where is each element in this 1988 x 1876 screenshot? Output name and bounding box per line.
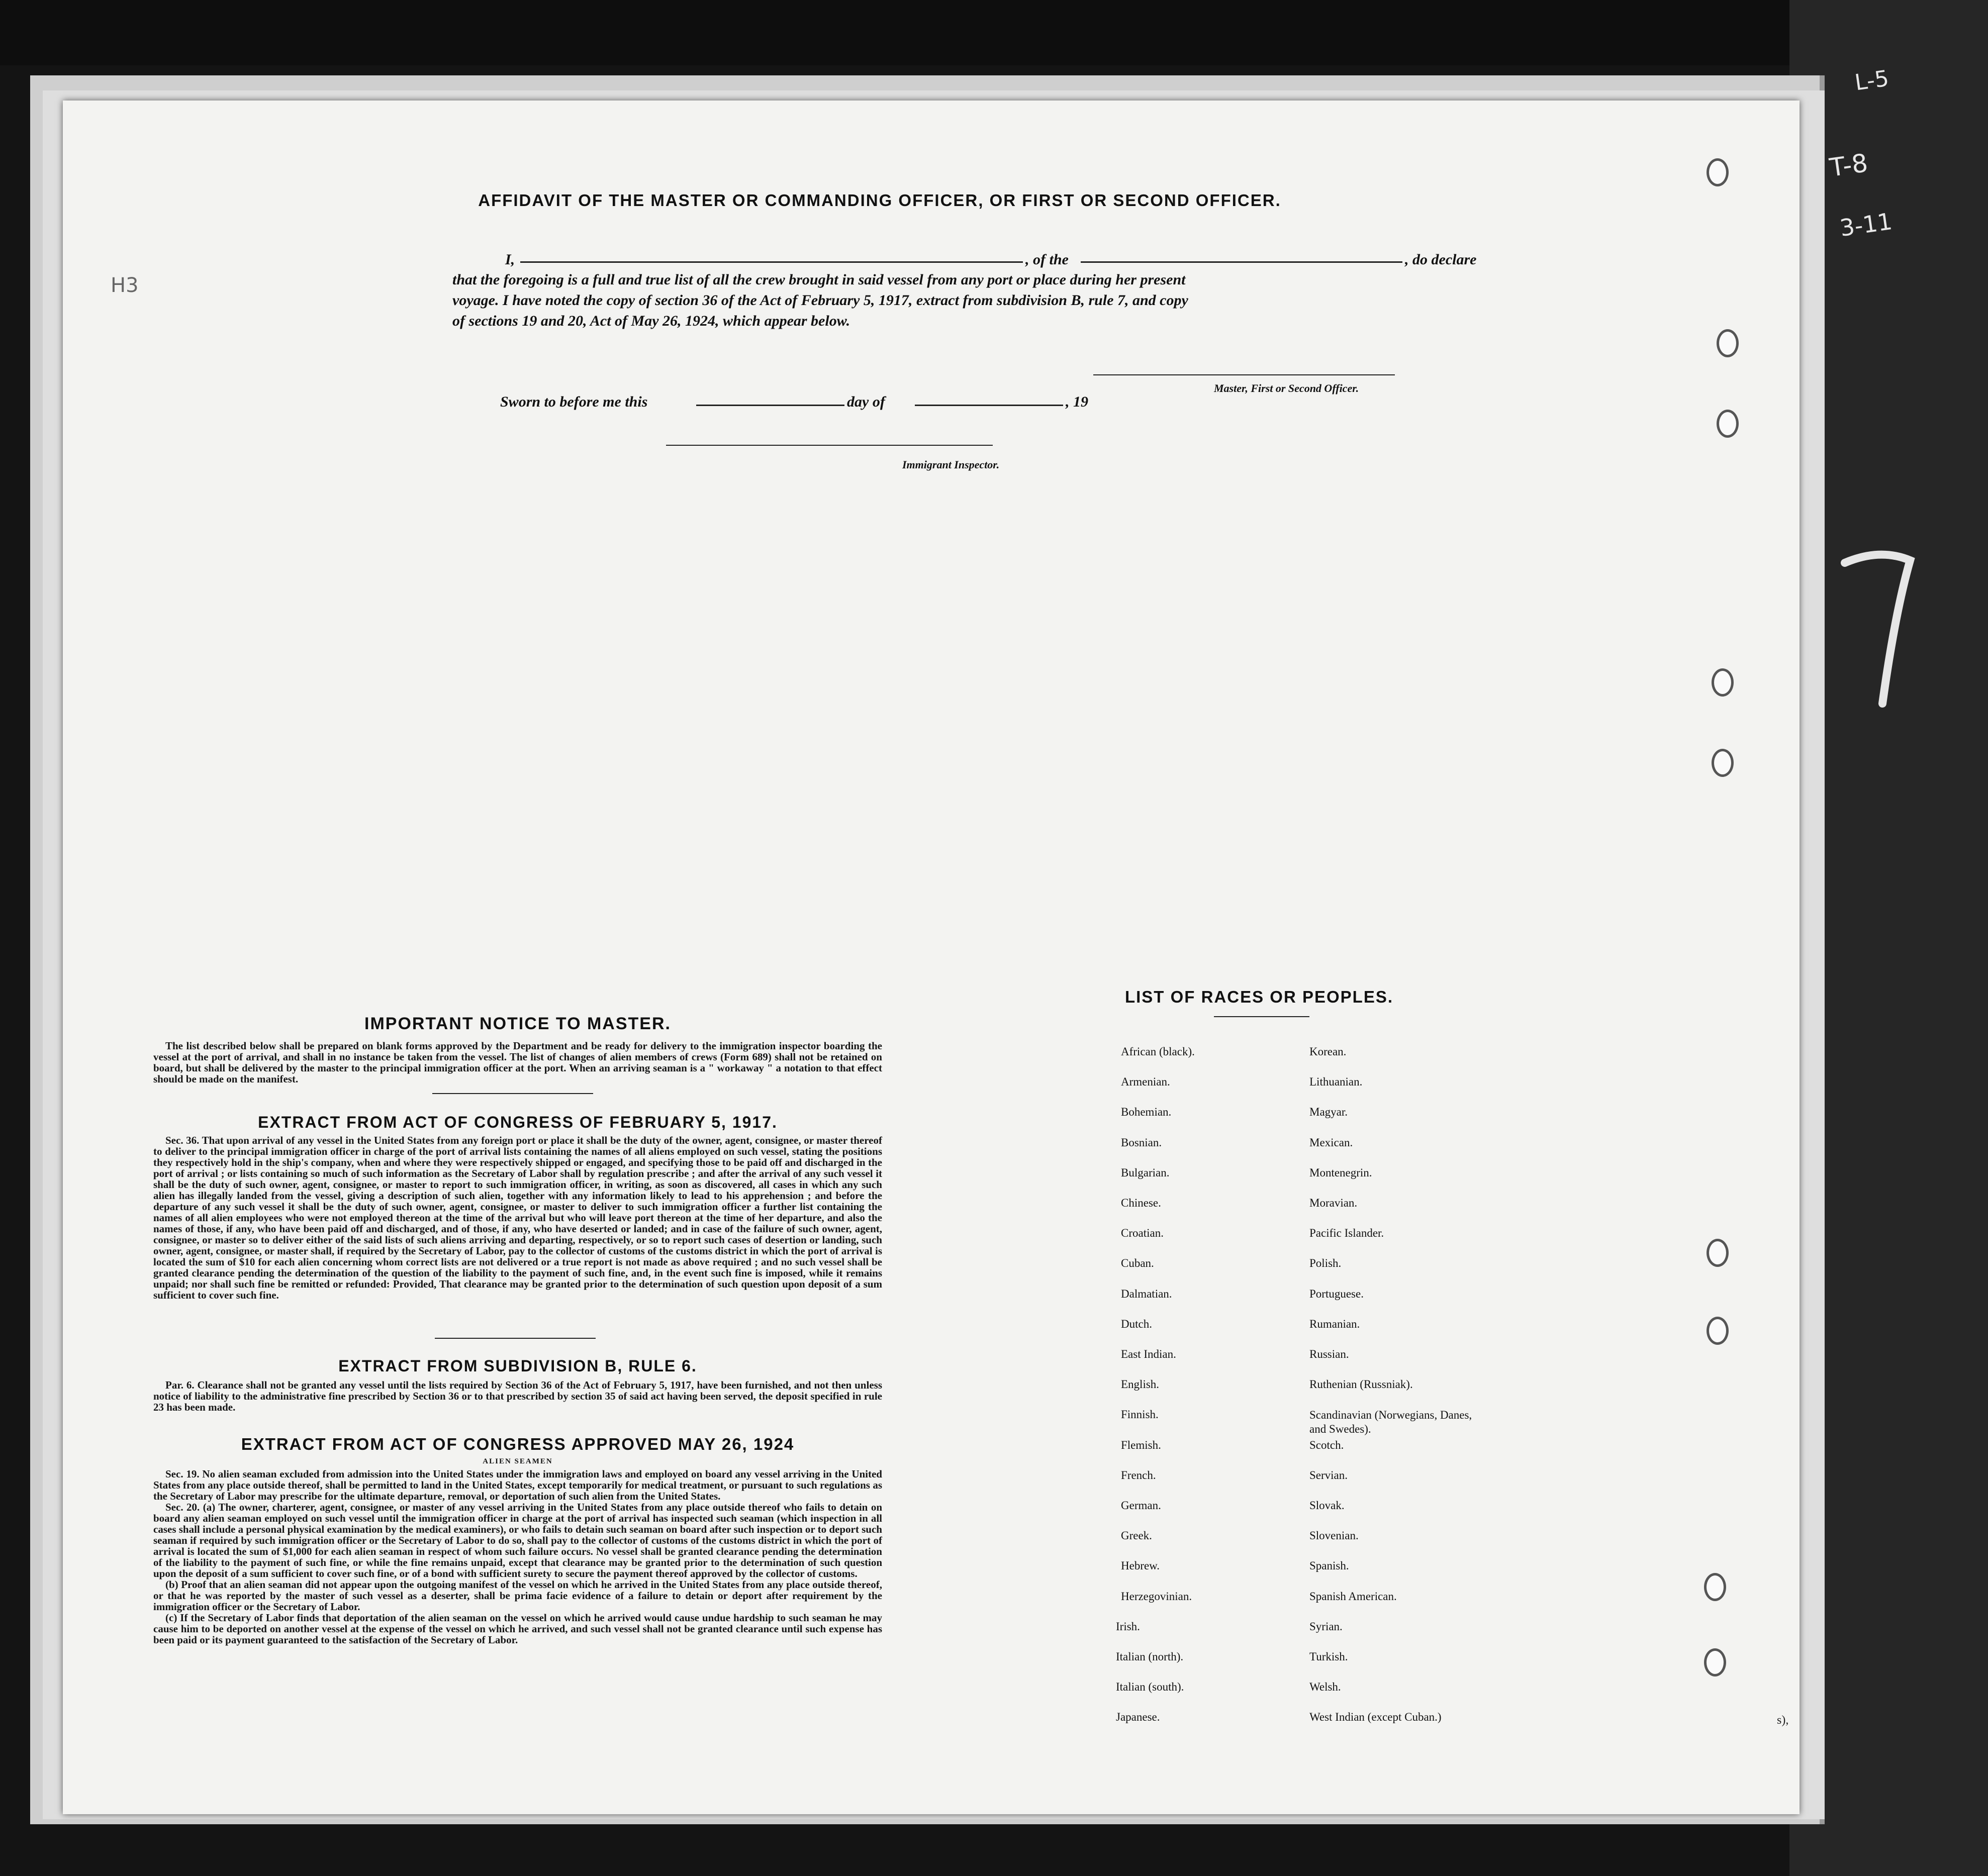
extract-1917-title: EXTRACT FROM ACT OF CONGRESS OF FEBRUARY 5, 1917. — [258, 1113, 778, 1131]
race-item: Korean. — [1309, 1045, 1347, 1058]
inspector-label: Immigrant Inspector. — [902, 458, 1000, 471]
sworn-year: , 19 — [1066, 393, 1088, 410]
master-signature-label: Master, First or Second Officer. — [1214, 382, 1359, 394]
notice-body — [153, 1040, 882, 1084]
extract-1924-subtitle: ALIEN SEAMEN — [483, 1457, 553, 1465]
affidavit-do-declare: , do declare — [1405, 251, 1477, 268]
divider — [432, 1093, 593, 1094]
races-title: LIST OF RACES OR PEOPLES. — [1124, 988, 1394, 1006]
race-item: Mexican. — [1309, 1136, 1353, 1149]
extract-1917-text: Sec. 36. That upon arrival of any vessel in the United States from any foreign port or place it shall be the duty of the owner, agent, consignee, or master thereof to deliver to the principal immigration officer in charge of the port of arrival lists containing the names of all aliens employed on such vessel, stating the positions they respectively hold in the ship's company, when and where they were respectively shipped or engaged, and specifying those to be paid off and discharged in the port of arrival ; or lists containing so much of such information as the Secretary of Labor shall by regulation prescribe ; and after the arrival of any such vessel it shall be the duty of such owner, agent, consignee, or master to report to such immigration officer, in writing, as soon as discovered, all cases in which any such alien has illegally landed from the vessel, giving a description of such alien, together with any information likely to lead to his apprehension ; and before the departure of any such vessel it shall be the duty of such owner, agent, consignee, or master to deliver to such immigration officer a further list containing the names of all alien employees who were not employed thereon at the time of the arrival but who will leave port thereon at the time of her departure, and also the names of those, if any, who have been paid off and discharged, and of those, if any, who have deserted or landed; and in case of the failure of such owner, agent, consignee, or master so to deliver either of the said lists of such aliens arriving and departing, respectively, or so to report such cases of desertion or landing, such owner, agent, consignee, or master shall, if required by the Secretary of Labor, pay to the collector of customs of the customs district in which the port of arrival is located the sum of $10 for each alien concerning whom correct lists are not delivered or a true report is not made as above required ; and no such vessel shall be granted clearance pending the determination of the question of the liability to the payment of such fine, and, in the event such fine is imposed, while it remains unpaid; nor shall such fine be remitted or refunded: Provided, That clearance may be granted prior to the determination of such question upon deposit of a sum sufficient to cover such fine. — [153, 1134, 882, 1301]
race-item: French. — [1121, 1468, 1156, 1482]
punch-hole — [1717, 329, 1739, 357]
edge-text-fragment: s), — [1777, 1714, 1789, 1727]
race-item: Montenegrin. — [1309, 1166, 1372, 1179]
sec20a-text: Sec. 20. (a) The owner, charterer, agent, consignee, or master of any vessel arriving in the United States from any place outside thereof who fails to detain on board any alien seaman employed on such vessel until the immigration officer in charge at the port of arrival has inspected such seaman (which inspection in all cases shall include a personal physical examination by the medical examiners), or who fails to detain such seaman on board after such inspection or to deport such seaman if required by such immigration officer or the Secretary of Labor to do so, shall pay to the collector of customs of the customs district in which the port of arrival is located the sum of $1,000 for each alien seaman in respect of whom such failure occurs. No vessel shall be granted clearance pending the determination of the liability to the payment of such fine, or while the fine remains unpaid, except that clearance may be granted prior to the determination of such question upon the deposit of a sum sufficient to cover such fine, or of a bond with sufficient surety to secure the payment thereof approved by the collector of customs. — [153, 1501, 882, 1579]
margin-note-3-11: 3-11 — [1838, 207, 1894, 242]
race-item: Lithuanian. — [1309, 1075, 1363, 1089]
race-item: Ruthenian (Russniak). — [1309, 1378, 1413, 1391]
punch-hole — [1707, 158, 1729, 186]
race-item: Bosnian. — [1121, 1136, 1162, 1149]
extract-rule6-body — [153, 1379, 882, 1413]
punch-hole — [1717, 410, 1739, 438]
race-item: Bohemian. — [1121, 1106, 1172, 1119]
sec20b-text: (b) Proof that an alien seaman did not appear upon the outgoing manifest of the vessel on which he arrived in the United States from any place outside thereof, or that he was reported by the master of such vessel as a deserter, shall be prima facie evidence of a failure to detain or deport after requirement by the immigration officer or the Secretary of Labor. — [153, 1578, 882, 1613]
race-item: Servian. — [1309, 1468, 1348, 1482]
race-item: Italian (south). — [1116, 1681, 1184, 1694]
race-item: Croatian. — [1121, 1227, 1164, 1240]
punch-hole — [1704, 1648, 1726, 1676]
sworn-day-blank[interactable] — [696, 405, 844, 406]
master-name-blank[interactable] — [520, 261, 1023, 263]
extract-1924-title: EXTRACT FROM ACT OF CONGRESS APPROVED MAY 26, 1924 — [241, 1435, 795, 1453]
notice-text: The list described below shall be prepared on blank forms approved by the Department and be ready for delivery to the immigration inspector boarding the vessel at the port of arrival, and shall in no instance be taken from the vessel. The list of changes of alien members of crews (Form 689) shall not be retained on board, but shall be delivered by the master to the principal immigration officer at the port. When an arriving seaman is a " workaway " a notation to that effect should be made on the manifest. — [153, 1040, 882, 1085]
inspector-signature-line[interactable] — [666, 445, 993, 446]
race-item: Greek. — [1121, 1529, 1152, 1542]
race-item: Herzegovinian. — [1121, 1590, 1192, 1603]
affidavit-line-2: that the foregoing is a full and true list of all the crew brought in said vessel from any port or place during her present — [452, 271, 1186, 288]
race-item: Japanese. — [1116, 1711, 1160, 1724]
race-item: Slovenian. — [1309, 1529, 1359, 1542]
race-item: Moravian. — [1309, 1197, 1358, 1209]
race-item: Finnish. — [1121, 1408, 1159, 1421]
race-item: Slovak. — [1309, 1499, 1345, 1512]
punch-hole — [1707, 1317, 1729, 1345]
margin-mark-left: H3 — [111, 274, 139, 297]
scan-background-top — [0, 0, 1988, 65]
divider — [1214, 1016, 1309, 1017]
sworn-day-of: day of — [847, 393, 885, 410]
race-item: Turkish. — [1309, 1650, 1348, 1663]
extract-rule6-text: Par. 6. Clearance shall not be granted any vessel until the lists required by Section 36 of the Act of February 5, 1917, have been furnished, and not then unless notice of liability to the administrative fine prescribed by Section 36 or to that prescribed by section 35 of said act having been served, the deposit specified in rule 23 has been made. — [153, 1379, 882, 1413]
race-item: Dalmatian. — [1121, 1287, 1172, 1300]
race-item: English. — [1121, 1378, 1160, 1391]
race-item: Irish. — [1116, 1620, 1140, 1633]
race-item: Cuban. — [1121, 1257, 1154, 1270]
race-item: Scandinavian (Norwegians, Danes, and Swedes). — [1309, 1409, 1472, 1436]
race-item: Italian (north). — [1116, 1650, 1184, 1663]
sworn-text: Sworn to before me this — [500, 393, 648, 410]
punch-hole — [1707, 1239, 1729, 1267]
handwritten-seven-mark — [1835, 543, 1920, 709]
punch-hole — [1712, 668, 1734, 697]
race-item: Rumanian. — [1309, 1317, 1360, 1330]
affidavit-line-4: of sections 19 and 20, Act of May 26, 1924, which appear below. — [452, 313, 850, 329]
race-item: Flemish. — [1121, 1438, 1161, 1451]
race-item: Armenian. — [1121, 1075, 1170, 1089]
affidavit-of-the: , of the — [1025, 251, 1069, 268]
race-item: German. — [1121, 1499, 1161, 1512]
race-item: Scotch. — [1309, 1438, 1344, 1451]
race-item: Chinese. — [1121, 1197, 1161, 1209]
sec20c-text: (c) If the Secretary of Labor finds that deportation of the alien seaman on the vessel on which he arrived would cause undue hardship to such seaman he may cause him to be deported on another vessel at the expense of the vessel on which he arrived, and such vessel shall not be granted clearance until such expense has been paid or its payment guaranteed to the satisfaction of the Secretary of Labor. — [153, 1612, 882, 1646]
race-item: Portuguese. — [1309, 1287, 1364, 1300]
race-item: Hebrew. — [1121, 1559, 1160, 1572]
affidavit-title: AFFIDAVIT OF THE MASTER OR COMMANDING OFFICER, OR FIRST OR SECOND OFFICER. — [478, 191, 1281, 210]
race-item: West Indian (except Cuban.) — [1309, 1711, 1442, 1724]
master-signature-line[interactable] — [1093, 374, 1395, 375]
extract-1917-body — [153, 1135, 882, 1301]
vessel-name-blank[interactable] — [1081, 261, 1402, 263]
margin-note-t8: T-8 — [1828, 148, 1870, 182]
race-item: Welsh. — [1309, 1681, 1341, 1694]
race-item: Magyar. — [1309, 1106, 1348, 1119]
sworn-month-blank[interactable] — [915, 405, 1063, 406]
race-item: Bulgarian. — [1121, 1166, 1170, 1179]
race-item: Syrian. — [1309, 1620, 1343, 1633]
margin-note-top: L-5 — [1853, 65, 1890, 96]
race-item: African (black). — [1121, 1045, 1195, 1058]
sec19-text: Sec. 19. No alien seaman excluded from admission into the United States under the immigration laws and employed on board any vessel arriving in the United States from any place outside thereof, shall be permitted to land in the United States, except temporarily for medical treatment, or pursuant to such regulations as the Secretary of Labor may prescribe for the ultimate departure, removal, or deportation of such alien from the United States. — [153, 1468, 882, 1502]
divider — [435, 1338, 596, 1339]
race-item: Dutch. — [1121, 1317, 1152, 1330]
extract-1924-body — [153, 1468, 882, 1645]
notice-title: IMPORTANT NOTICE TO MASTER. — [364, 1014, 671, 1033]
race-item: Russian. — [1309, 1348, 1349, 1360]
race-item: East Indian. — [1121, 1348, 1176, 1360]
race-item: Pacific Islander. — [1309, 1227, 1384, 1240]
punch-hole — [1704, 1573, 1726, 1601]
race-item: Spanish. — [1309, 1559, 1349, 1572]
extract-rule6-title: EXTRACT FROM SUBDIVISION B, RULE 6. — [338, 1357, 697, 1375]
document-page — [63, 101, 1800, 1814]
affidavit-line-3: voyage. I have noted the copy of section 36 of the Act of February 5, 1917, extract from subdivision B, rule 7, and copy — [452, 292, 1188, 309]
race-item: Spanish American. — [1309, 1590, 1397, 1603]
race-item: Polish. — [1309, 1257, 1342, 1270]
punch-hole — [1712, 749, 1734, 777]
affidavit-i: I, — [505, 251, 515, 268]
